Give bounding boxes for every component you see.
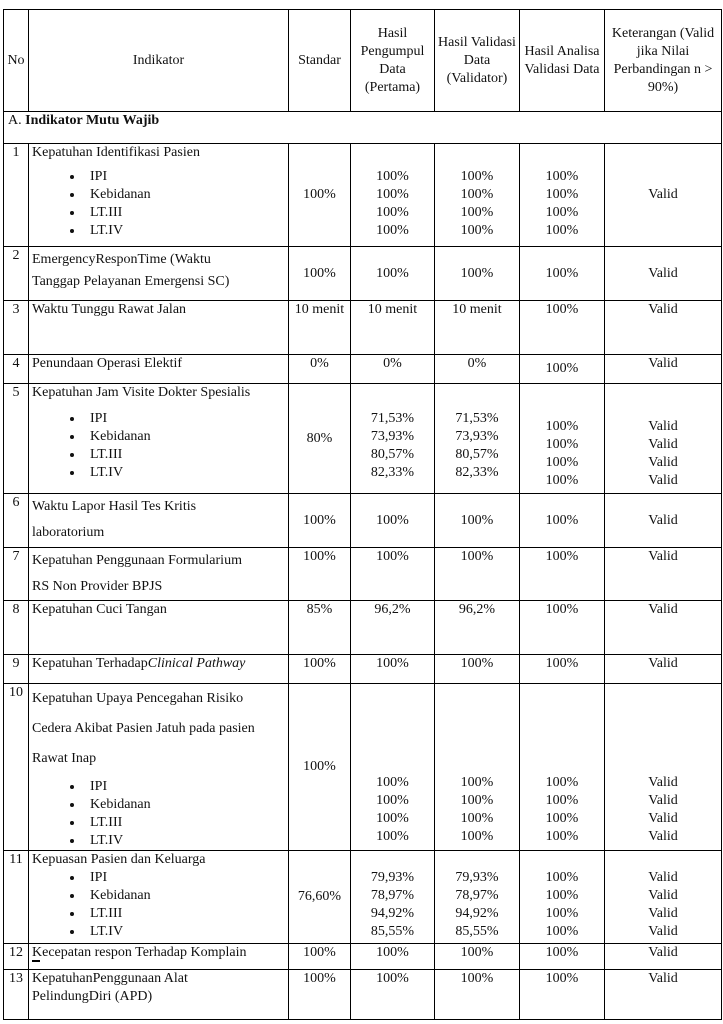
keterangan-cell: Valid <box>605 247 722 301</box>
analisa-value: 100% <box>520 301 605 355</box>
keterangan-value: Valid <box>648 829 678 844</box>
table-row <box>4 684 722 851</box>
keterangan-cell: Valid <box>605 601 722 655</box>
pengumpul-value: 100% <box>376 829 409 844</box>
analisa-value: 100% <box>545 924 579 939</box>
row-number: 11 <box>4 851 29 944</box>
analisa-value: 100% <box>520 601 605 655</box>
pengumpul-value: 79,93% <box>370 870 415 885</box>
unit-list <box>32 778 288 850</box>
validasi-value: 100% <box>460 187 494 202</box>
list-item: • LT.III <box>84 204 288 222</box>
table-row <box>4 301 722 355</box>
pengumpul-value: 82,33% <box>370 465 415 480</box>
pengumpul-value: 96,2% <box>351 601 435 655</box>
keterangan-value: Valid <box>648 473 678 488</box>
validasi-value: 73,93% <box>455 429 499 444</box>
table-row <box>4 548 722 601</box>
validasi-value: 10 menit <box>435 301 520 355</box>
indicator-title: Penundaan Operasi Elektif <box>29 355 289 384</box>
indicator-title: Kecepatan respon Terhadap Komplain <box>32 945 247 960</box>
header-standar: Standar <box>289 10 351 112</box>
list-item: • IPI <box>84 410 288 428</box>
pengumpul-value: 100% <box>351 655 435 684</box>
validasi-value: 100% <box>435 970 520 1020</box>
row-number: 7 <box>4 548 29 601</box>
validasi-value: 78,97% <box>455 888 499 903</box>
indicator-title-line: RS Non Provider BPJS <box>32 579 163 594</box>
analisa-value: 100% <box>545 775 579 790</box>
indicator-title: Waktu Tunggu Rawat Jalan <box>29 301 289 355</box>
keterangan-value: Valid <box>648 793 678 808</box>
list-item: • IPI <box>84 778 288 796</box>
section-letter: A. <box>8 113 22 128</box>
table-row <box>4 851 722 944</box>
pengumpul-value: 100% <box>351 970 435 1020</box>
keterangan-cell: Valid <box>605 301 722 355</box>
row-number: 2 <box>4 247 29 301</box>
header-analisa: Hasil Analisa Validasi Data <box>520 10 605 112</box>
analisa-value: 100% <box>545 205 579 220</box>
indicator-title-line: Cedera Akibat Pasien Jatuh pada pasien <box>32 721 255 736</box>
validasi-value: 94,92% <box>455 906 499 921</box>
header-keterangan: Keterangan (Valid jika Nilai Perbandingan n > 90%) <box>605 10 722 112</box>
keterangan-value: Valid <box>648 419 678 434</box>
table-row <box>4 655 722 684</box>
list-item: • LT.IV <box>84 832 288 850</box>
list-item: • LT.III <box>84 814 288 832</box>
list-item: • Kebidanan <box>84 796 288 814</box>
list-item: • LT.III <box>84 905 288 923</box>
standar-cell: 80% <box>289 384 351 494</box>
row-number: 12 <box>4 944 29 970</box>
standar-cell: 100% <box>289 494 351 548</box>
keterangan-value: Valid <box>648 455 678 470</box>
standar-cell: 76,60% <box>289 851 351 944</box>
standar-cell: 100% <box>289 970 351 1020</box>
header-validasi: Hasil Validasi Data (Validator) <box>435 10 520 112</box>
table-row <box>4 144 722 247</box>
pengumpul-value: 100% <box>376 775 409 790</box>
row-number: 13 <box>4 970 29 1020</box>
indicator-title-line: KepatuhanPenggunaan Alat <box>32 971 188 986</box>
keterangan-value: Valid <box>648 906 678 921</box>
standar-cell: 100% <box>289 548 351 601</box>
row-number: 5 <box>4 384 29 494</box>
analisa-value: 100% <box>545 473 579 488</box>
list-item: • LT.III <box>84 446 288 464</box>
indicator-title-italic: Clinical Pathway <box>147 656 246 671</box>
analisa-value: 100% <box>520 548 605 601</box>
pengumpul-value: 100% <box>351 548 435 601</box>
row-number: 9 <box>4 655 29 684</box>
list-item: • LT.IV <box>84 923 288 941</box>
analisa-value: 100% <box>545 906 579 921</box>
pengumpul-value: 100% <box>376 793 409 808</box>
keterangan-cell: Valid <box>605 944 722 970</box>
list-item: • Kebidanan <box>84 186 288 204</box>
validasi-value: 100% <box>435 494 520 548</box>
pengumpul-value: 80,57% <box>370 447 415 462</box>
row-number: 8 <box>4 601 29 655</box>
indicator-title-line: Waktu Lapor Hasil Tes Kritis <box>32 499 197 514</box>
pengumpul-value: 0% <box>351 355 435 384</box>
keterangan-value: Valid <box>648 437 678 452</box>
pengumpul-value: 100% <box>376 223 409 238</box>
analisa-value: 100% <box>545 455 579 470</box>
pengumpul-value: 71,53% <box>370 411 415 426</box>
validasi-value: 100% <box>460 829 494 844</box>
indicator-title: Kepatuhan Identifikasi Pasien <box>32 145 200 160</box>
header-row <box>4 10 722 112</box>
validasi-value: 100% <box>435 247 520 301</box>
row-number: 3 <box>4 301 29 355</box>
validasi-value: 96,2% <box>435 601 520 655</box>
row-number: 10 <box>4 684 29 851</box>
list-item: • IPI <box>84 869 288 887</box>
section-row <box>4 112 722 144</box>
unit-list <box>32 168 288 240</box>
analisa-value: 100% <box>520 655 605 684</box>
keterangan-cell: Valid <box>605 655 722 684</box>
analisa-value: 100% <box>545 223 579 238</box>
list-item: • IPI <box>84 168 288 186</box>
pengumpul-value: 73,93% <box>370 429 415 444</box>
row-number: 4 <box>4 355 29 384</box>
validasi-value: 100% <box>460 223 494 238</box>
list-item: • LT.IV <box>84 222 288 240</box>
keterangan-value: Valid <box>648 870 678 885</box>
standar-cell: 0% <box>289 355 351 384</box>
standar-cell: 100% <box>289 684 351 851</box>
table-row <box>4 970 722 1020</box>
indicator-title-line: Rawat Inap <box>32 751 97 766</box>
validasi-value: 100% <box>460 169 494 184</box>
keterangan-value: Valid <box>648 811 678 826</box>
analisa-value: 100% <box>545 811 579 826</box>
indicator-title: Kepuasan Pasien dan Keluarga <box>32 852 206 867</box>
row-number: 6 <box>4 494 29 548</box>
header-pengumpul: Hasil Pengumpul Data (Pertama) <box>351 10 435 112</box>
pengumpul-value: 100% <box>376 205 409 220</box>
table-row <box>4 494 722 548</box>
validasi-value: 80,57% <box>455 447 499 462</box>
standar-cell: 85% <box>289 601 351 655</box>
list-item: • Kebidanan <box>84 887 288 905</box>
validasi-value: 100% <box>460 205 494 220</box>
keterangan-cell: Valid <box>605 355 722 384</box>
list-item: • LT.IV <box>84 464 288 482</box>
validasi-value: 100% <box>460 811 494 826</box>
table-row <box>4 247 722 301</box>
indicator-title-line: EmergencyResponTime (Waktu <box>32 252 211 267</box>
keterangan-cell: Valid <box>605 494 722 548</box>
analisa-value: 100% <box>545 888 579 903</box>
pengumpul-value: 10 menit <box>351 301 435 355</box>
indicator-title-line: laboratorium <box>32 525 105 540</box>
pengumpul-value: 94,92% <box>370 906 415 921</box>
table-row <box>4 944 722 970</box>
pengumpul-value: 100% <box>376 187 409 202</box>
section-title: Indikator Mutu Wajib <box>25 113 160 128</box>
validasi-value: 100% <box>435 548 520 601</box>
analisa-value: 100% <box>545 829 579 844</box>
standar-cell: 100% <box>289 944 351 970</box>
unit-list <box>32 869 288 941</box>
standar-cell: 10 menit <box>289 301 351 355</box>
table-row <box>4 384 722 494</box>
pengumpul-value: 100% <box>351 494 435 548</box>
header-indikator: Indikator <box>29 10 289 112</box>
pengumpul-value: 78,97% <box>370 888 415 903</box>
indicator-title: Kepatuhan Jam Visite Dokter Spesialis <box>32 385 251 400</box>
validasi-value: 79,93% <box>455 870 499 885</box>
indicator-title-line: Tanggap Pelayanan Emergensi SC) <box>32 274 230 289</box>
indicator-title-line: Kepatuhan Upaya Pencegahan Risiko <box>32 691 244 706</box>
pengumpul-value: 100% <box>351 944 435 970</box>
keterangan-value: Valid <box>648 775 678 790</box>
indicator-title-line: PelindungDiri (APD) <box>32 989 153 1004</box>
indicator-title: Kepatuhan Cuci Tangan <box>29 601 289 655</box>
standar-cell: 100% <box>289 655 351 684</box>
keterangan-cell: Valid <box>605 144 722 247</box>
header-no: No <box>4 10 29 112</box>
unit-list <box>32 410 288 482</box>
keterangan-cell: Valid <box>605 970 722 1020</box>
indicator-table <box>3 9 722 1020</box>
analisa-value: 100% <box>520 247 605 301</box>
analisa-value: 100% <box>545 870 579 885</box>
analisa-value: 100% <box>520 355 605 384</box>
keterangan-value: Valid <box>648 924 678 939</box>
analisa-value: 100% <box>545 419 579 434</box>
list-item: • Kebidanan <box>84 428 288 446</box>
validasi-value: 100% <box>435 655 520 684</box>
keterangan-cell: Valid <box>605 548 722 601</box>
analisa-value: 100% <box>545 793 579 808</box>
standar-cell: 100% <box>289 144 351 247</box>
standar-cell: 100% <box>289 247 351 301</box>
analisa-value: 100% <box>520 944 605 970</box>
validasi-value: 71,53% <box>455 411 499 426</box>
analisa-value: 100% <box>545 187 579 202</box>
validasi-value: 100% <box>435 944 520 970</box>
analisa-value: 100% <box>520 494 605 548</box>
validasi-value: 100% <box>460 793 494 808</box>
indicator-title: Kepatuhan Terhadap <box>32 656 148 671</box>
analisa-value: 100% <box>520 970 605 1020</box>
table-row <box>4 355 722 384</box>
validasi-value: 82,33% <box>455 465 499 480</box>
analisa-value: 100% <box>545 437 579 452</box>
pengumpul-value: 100% <box>376 811 409 826</box>
validasi-value: 85,55% <box>455 924 499 939</box>
indicator-title-line: Kepatuhan Penggunaan Formularium <box>32 553 242 568</box>
pengumpul-value: 85,55% <box>370 924 415 939</box>
row-number: 1 <box>4 144 29 247</box>
analisa-value: 100% <box>545 169 579 184</box>
pengumpul-value: 100% <box>376 169 409 184</box>
validasi-value: 100% <box>460 775 494 790</box>
validasi-value: 0% <box>435 355 520 384</box>
pengumpul-value: 100% <box>351 247 435 301</box>
keterangan-value: Valid <box>648 888 678 903</box>
table-row <box>4 601 722 655</box>
